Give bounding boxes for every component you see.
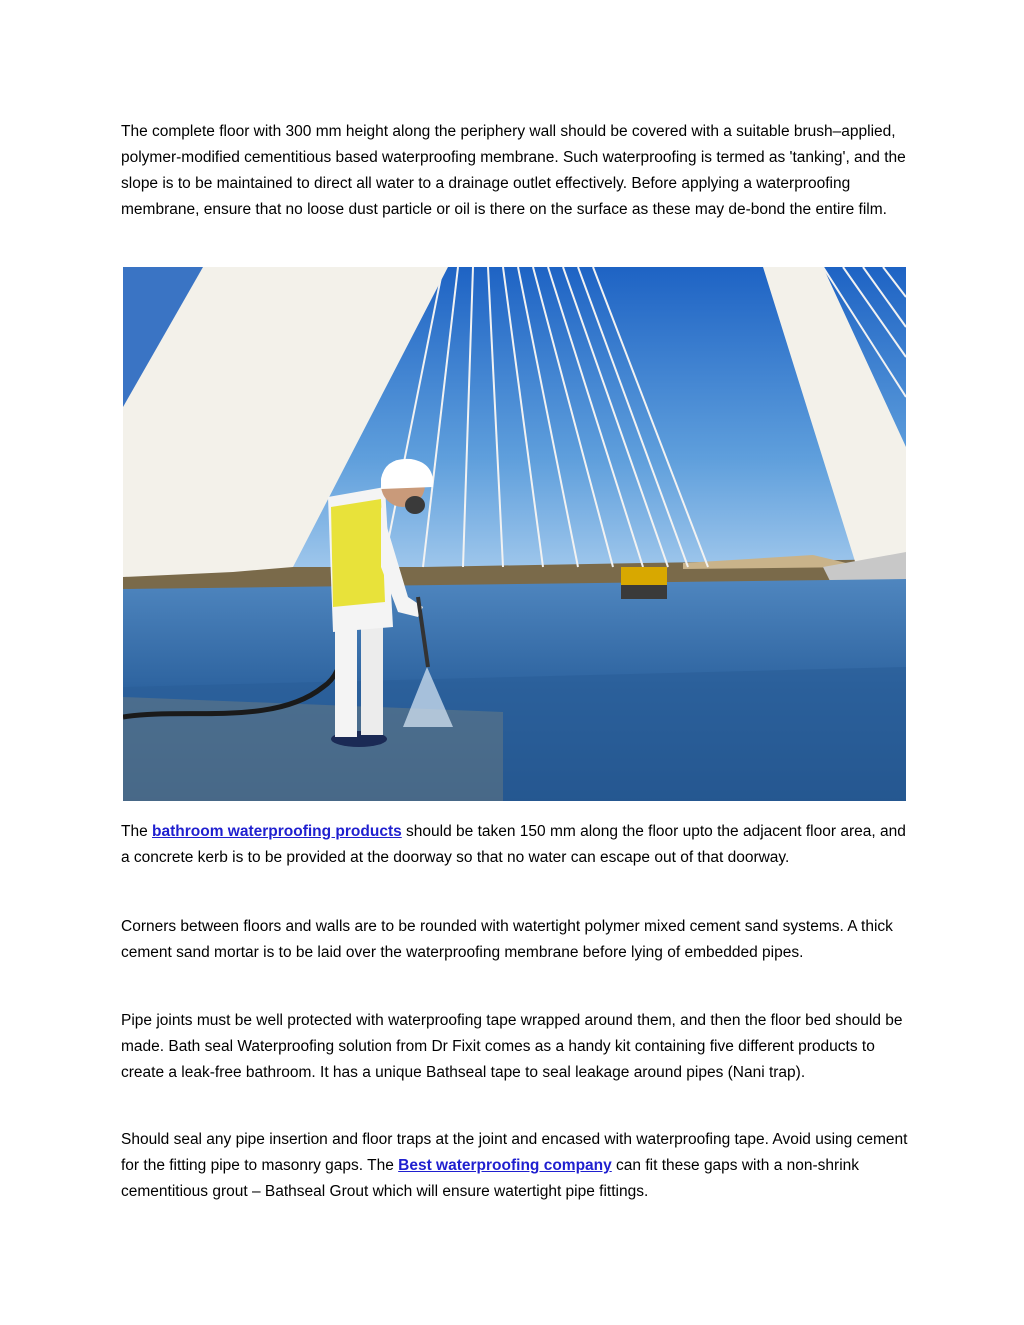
paragraph-tanking: The complete floor with 300 mm height along the periphery wall should be covered with a suitable brush–applied, polymer-modified cementitious based waterproofing membrane. Such waterproofing is termed as 'tanking', and the slope is to be maintained to direct all water to a drainage outlet effectively. Before applying a waterproofing membrane, ensure that no loose dust particle or oil is there on the surface as these may de-bond the entire film. xyxy=(121,123,906,218)
paragraph-pipe-insertion xyxy=(121,1127,911,1205)
paragraph-corners: Corners between floors and walls are to be rounded with watertight polymer mixed cement sand systems. A thick cement sand mortar is to be laid over the waterproofing membrane before lying of embedded pipes. xyxy=(121,918,893,961)
link-best-waterproofing-company[interactable]: Best waterproofing company xyxy=(398,1157,612,1174)
text-segment: should be taken 150 mm along the floor upto the adjacent floor area, and a concrete kerb is to be provided at the doorway so that no water can escape out of that doorway. xyxy=(121,823,906,866)
paragraph-products xyxy=(121,819,911,871)
bridge-waterproofing-photo xyxy=(123,267,906,801)
paragraph-pipe-joints: Pipe joints must be well protected with waterproofing tape wrapped around them, and then the floor bed should be made. Bath seal Waterproofing solution from Dr Fixit comes as a handy kit containing five different products to create a leak-free bathroom. It has a unique Bathseal tape to seal leakage around pipes (Nani trap). xyxy=(121,1012,903,1081)
text-segment: The xyxy=(121,823,153,840)
link-bathroom-waterproofing-products[interactable]: bathroom waterproofing products xyxy=(152,823,402,840)
text-segment: can fit these gaps with a non-shrink cementitious grout – Bathseal Grout which will ensure watertight pipe fittings. xyxy=(121,1157,860,1200)
text-segment: Should seal any pipe insertion and floor traps at the joint and encased with waterproofing tape. Avoid using cement for the fitting pipe to masonry gaps. The xyxy=(121,1131,908,1174)
